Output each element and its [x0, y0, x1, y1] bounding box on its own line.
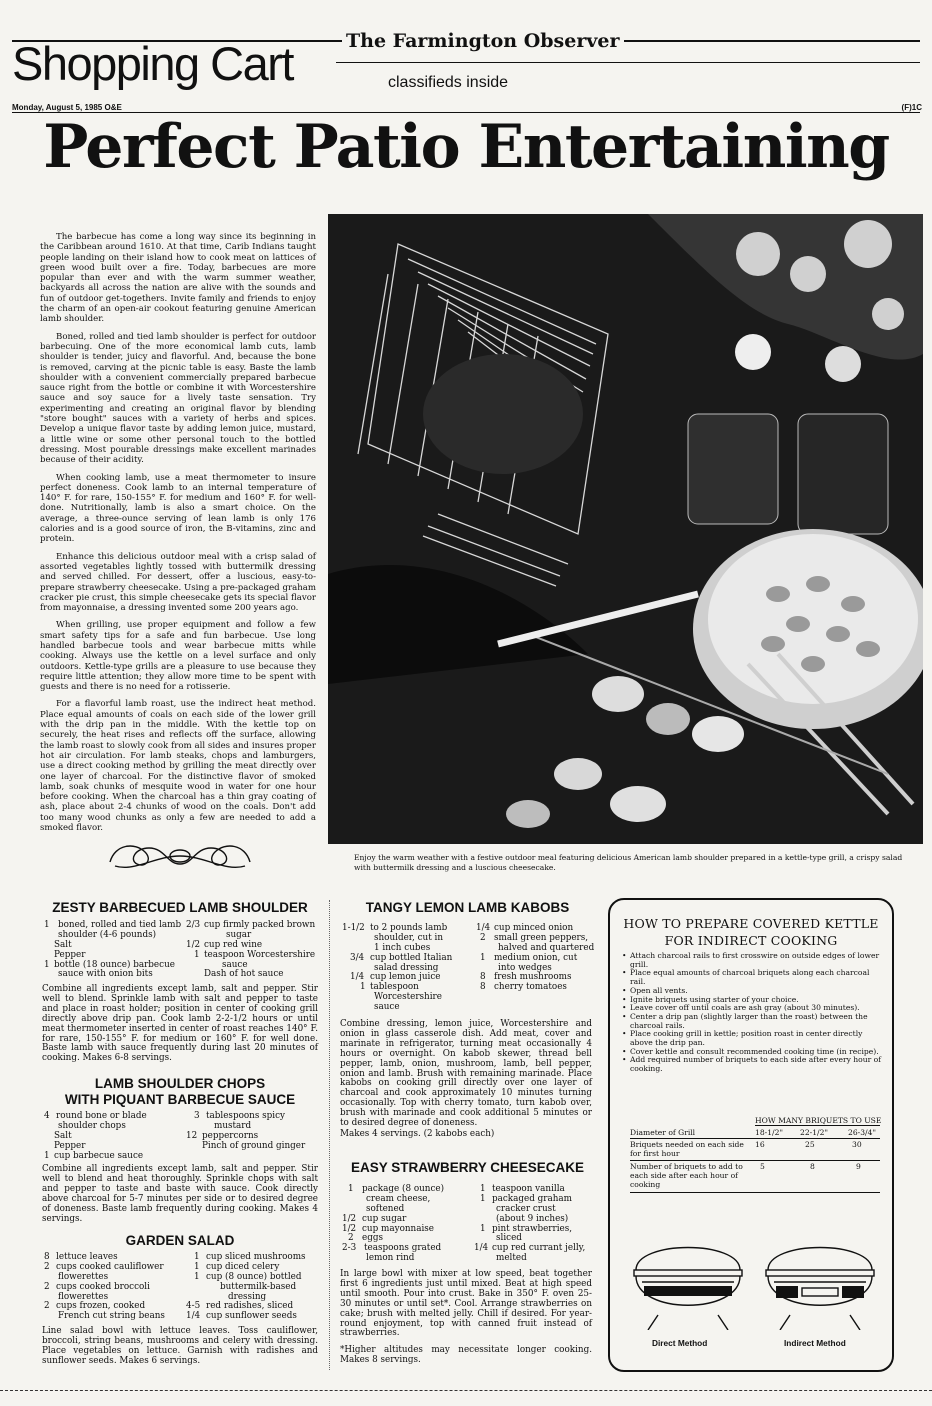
instruction-item: • Open all vents.	[622, 987, 884, 996]
ingredient-row: cracker crust	[496, 1203, 556, 1214]
ingredient-row: 1 tablespoon	[360, 982, 419, 993]
direct-method-label: Direct Method	[652, 1338, 708, 1348]
ingredient-row: 1-1/2 to 2 pounds lamb	[342, 923, 448, 933]
ingredient-row: 2 cups cooked broccoli	[44, 1281, 150, 1292]
photo-illustration	[328, 214, 923, 844]
article-paragraph: Boned, rolled and tied lamb shoulder is perfect for outdoor barbecuing. One of the more economical lamb cuts, lamb shoulder is tender, juicy and flavorful. And, because the bone is removed, carving at the picnic table is easy. Baste the lamb shoulder with a convenient commercially prepared barbecue sauce right from the bottle or combine it with Worcestershire sauce and soy sauce for a lively taste sensation. Try experimenting and creating an original flavor by blending "store bought" sauces with a variety of herbs and spices. Develop a unique flavor taste by adding lemon juice, mustard, a little wine or some other personal touch to the bottled dressing. Most pourable dressings make excellent marinades because of their acidity.	[40, 331, 316, 466]
ingredient-row: 1 cup diced celery	[194, 1261, 280, 1272]
ingredient-row: 12 peppercorns	[186, 1130, 259, 1141]
ingredient-row: buttermilk-based	[220, 1281, 297, 1292]
salad-ingredients-right	[186, 1253, 326, 1322]
ingredient-row: sauce with onion bits	[58, 969, 153, 980]
row-label: Diameter of Grill	[630, 1128, 696, 1137]
ingredient-row: 1/4 cup red currant jelly,	[474, 1243, 586, 1254]
recipe-title-cheesecake: EASY STRAWBERRY CHEESECAKE	[350, 1160, 585, 1175]
ingredient-row: Pepper	[54, 1140, 86, 1151]
table-cell: 30	[852, 1140, 862, 1149]
cheesecake-directions: In large bowl with mixer at low speed, beat together first 6 ingredients just until mixed. Beat at high speed until smooth. Pour into crust. Bake in 350° F. oven 25-30 minutes or until set*. Cool. Arrange strawberries on cake; brush with melted jelly. Chill if desired. For year-round enjoyment, top with canned fruit instead of strawberries.	[340, 1269, 592, 1339]
ingredient-row: salad dressing	[374, 962, 439, 973]
table-row	[630, 1128, 880, 1139]
instruction-item: • Ignite briquets using starter of your choice.	[622, 996, 884, 1005]
ingredient-row: 1/2 cup red wine	[186, 939, 263, 950]
ingredient-row: Pinch of ground ginger	[202, 1140, 306, 1151]
intro-article	[40, 232, 316, 840]
table-cell: 22-1/2"	[800, 1128, 828, 1137]
column-divider	[329, 900, 330, 1370]
ingredient-row: 3 tablespoons spicy	[194, 1111, 286, 1121]
box-title-line: FOR INDIRECT COOKING	[664, 933, 838, 948]
ingredient-row: 8 cherry tomatoes	[480, 982, 567, 993]
ingredient-row: sliced	[496, 1233, 522, 1244]
ingredient-row: Worcestershire	[374, 992, 442, 1003]
direct-method-diagram	[628, 1230, 748, 1330]
zesty-directions: Combine all ingredients except lamb, salt and pepper. Stir well to blend. Sprinkle lamb with salt and pepper to taste and place in roast holder; position in center of cooking grill directly above drip pan. Cook lamb 2-2-1/2 hours or until meat thermometer inserted in center of roast reaches 140° F. for rare, 150-155° F. for medium or 160° F. for well done. Baste lamb with sauce frequently during last 20 minutes of cooking. Makes 6-8 servings.	[42, 984, 318, 1064]
box-title-line: HOW TO PREPARE COVERED KETTLE	[623, 916, 879, 931]
table-cell: 18-1/2"	[755, 1128, 783, 1137]
lamb-roast	[423, 354, 583, 474]
ingredient-row: Salt	[54, 939, 72, 950]
instruction-list	[622, 952, 884, 1074]
ingredient-row: 4-5 red radishes, sliced	[186, 1301, 294, 1312]
ingredient-row: (about 9 inches)	[496, 1213, 569, 1224]
ingredient-row: 1 cup (8 ounce) bottled	[194, 1271, 302, 1282]
ingredient-row: lemon rind	[366, 1253, 415, 1264]
instruction-item: • Attach charcoal rails to first crosswire on outside edges of lower grill.	[622, 952, 884, 969]
ingredient-row: 2 cups frozen, cooked	[44, 1301, 146, 1312]
ingredient-row: 2-3 teaspoons grated	[342, 1243, 442, 1254]
ingredient-row: 1/4 cup minced onion	[476, 923, 574, 933]
article-paragraph: The barbecue has come a long way since its beginning in the Caribbean around 1610. At that time, Carib Indians taught people landing on their island how to cook meat on lattices of green wood built over a fire. Today, barbecues are more popular than ever and with the warm summer weather, backyards all across the nation are alive with the sounds and fun of outdoor get-togethers. Invite family and friends to enjoy the charm of an open-air cookout featuring genuine American lamb shoulder.	[40, 232, 316, 325]
ingredient-row: 1/2 cup sugar	[342, 1213, 407, 1224]
ingredient-row: shoulder (4-6 pounds)	[58, 929, 157, 940]
ingredient-row: 1 inch cubes	[374, 942, 431, 953]
ingredient-row: 1 teaspoon vanilla	[480, 1184, 565, 1194]
ingredient-row: Pepper	[54, 949, 86, 960]
instruction-item: • Place equal amounts of charcoal briquets along each charcoal rail.	[622, 969, 884, 986]
ingredient-row: into wedges	[498, 962, 552, 973]
ingredient-row: sugar	[226, 929, 252, 940]
cheesecake	[693, 529, 923, 729]
chops-ingredients-right	[186, 1112, 326, 1152]
table-cell: 26-3/4"	[848, 1128, 876, 1137]
table-cell: 9	[856, 1162, 861, 1171]
recipe-title-salad: GARDEN SALAD	[125, 1233, 235, 1248]
recipe-title-chops-1: LAMB SHOULDER CHOPS	[94, 1076, 266, 1091]
ingredient-row: 1 package (8 ounce)	[348, 1184, 445, 1194]
ingredient-row: French cut string beans	[58, 1311, 165, 1322]
article-paragraph: For a flavorful lamb roast, use the indirect heat method. Place equal amounts of coals on each side of the lower grill with the drip pan in the middle. With the kettle top on securely, the heat rises and reflects off the surface, allowing the lamb roast to slowly cook from all sides and insures proper hot air circulation. For lamb steaks, chops and lamburgers, use a direct cooking method by grilling the meat directly over one layer of charcoal. For the distinctive flavor of smoked lamb, soak chunks of mesquite wood in water for one hour before cooking. When the charcoal has a thin gray coating of ash, place about 2-4 chunks of wood on the coals. Don't add too many wood chunks as only a few are needed to add a smoked flavor.	[40, 699, 316, 834]
table-row	[630, 1140, 880, 1161]
article-paragraph: When grilling, use proper equipment and follow a few smart safety tips for a safe and fun barbecue. Use long handled barbecue tools and wear barbecue mitts while cooking. Always use the kettle on a level surface and only outdoors. Kettle-type grills are a pleasure to use because they require little attention; they allow more time to be spent with guests and there is no need for a rotisserie.	[40, 620, 316, 693]
ingredient-row: dressing	[228, 1291, 267, 1302]
box-title	[610, 915, 892, 949]
page-bottom-rule	[0, 1390, 932, 1392]
ingredient-row: 1 cup barbecue sauce	[44, 1150, 144, 1161]
masthead-bottom-rule	[336, 62, 920, 63]
kabobs-ingredients-left	[342, 924, 472, 1013]
ingredient-row: shoulder chops	[58, 1120, 126, 1131]
kabobs-ingredients-right	[476, 924, 596, 993]
instruction-item: • Center a drip pan (slightly larger than the roast) between the charcoal rails.	[622, 1013, 884, 1030]
table-cell: 25	[805, 1140, 815, 1149]
cheesecake-footnote: *Higher altitudes may necessitate longer cooking. Makes 8 servings.	[340, 1345, 592, 1365]
ingredient-row: 2 small green peppers,	[480, 932, 589, 943]
recipe-title-kabobs: TANGY LEMON LAMB KABOBS	[365, 900, 570, 915]
ingredient-row: shoulder, cut in	[374, 932, 444, 943]
instruction-item: • Add required number of briquets to each side after every hour of cooking.	[622, 1056, 884, 1073]
ingredient-row: 2 eggs	[348, 1233, 383, 1244]
photo-caption: Enjoy the warm weather with a festive outdoor meal featuring delicious American lamb shoulder prepared in a kettle-type grill, a crispy salad with buttermilk dressing and a luscious cheesecake.	[354, 853, 903, 872]
row-label: Briquets needed on each side for first hour	[630, 1140, 744, 1158]
ingredient-row: mustard	[214, 1120, 252, 1131]
ingredient-row: cream cheese,	[366, 1193, 431, 1204]
ingredient-row: softened	[366, 1203, 405, 1214]
kettle-instructions-box	[608, 898, 894, 1372]
ingredient-row: 1/4 cup sunflower seeds	[186, 1311, 297, 1322]
indirect-method-label: Indirect Method	[784, 1338, 846, 1348]
chops-directions: Combine all ingredients except lamb, salt and pepper. Stir well to blend and heat thoroughly. Sprinkle chops with salt and pepper to taste and baste with sauce. Cook directly above charcoal for 5-7 minutes per side or to desired degree of doneness. Baste lamb frequently during cooking. Makes 4 servings.	[42, 1164, 318, 1224]
food-photo	[328, 214, 923, 844]
recipe-title-chops-2: WITH PIQUANT BARBECUE SAUCE	[64, 1092, 296, 1107]
ingredient-row: flowerettes	[58, 1271, 109, 1282]
zesty-ingredients-left	[44, 921, 204, 980]
ingredient-row: sauce	[374, 1002, 400, 1013]
indirect-method-diagram	[760, 1230, 880, 1330]
table-cell: 8	[810, 1162, 815, 1171]
ingredient-row: 1 bottle (18 ounce) barbecue	[44, 959, 175, 970]
instruction-item: • Leave cover off until coals are ash gray (about 30 minutes).	[622, 1004, 884, 1013]
ingredient-row: 1 boned, rolled and tied lamb	[44, 920, 182, 930]
cheesecake-ingredients-right	[474, 1185, 598, 1264]
chops-ingredients-left	[44, 1112, 194, 1161]
instruction-item: • Cover kettle and consult recommended cooking time (in recipe).	[622, 1048, 884, 1057]
cheesecake-ingredients-left	[342, 1185, 472, 1264]
kabobs-yield: Makes 4 servings. (2 kabobs each)	[340, 1129, 495, 1139]
kabobs-directions: Combine dressing, lemon juice, Worcestershire and onion in glass casserole dish. Add meat, cover and marinate in refrigerator, turning meat occasionally 4 hours or overnight. On kabob skewer, thread bell pepper, lamb, onion, mushroom, lamb, bell pepper, onion and lamb. Brush with remaining marinade. Place kabobs on cooking grill directly over one layer of charcoal and cook approximately 10 minutes turning occasionally. Top with cherry tomato, turn kabob over, brush with marinade and cook additional 5 minutes or to desired degree of doneness.	[340, 1019, 592, 1129]
row-label: Number of briquets to add to each side after each hour of cooking	[630, 1162, 743, 1189]
ingredient-row: 8 fresh mushrooms	[480, 972, 572, 983]
ingredient-row: flowerettes	[58, 1291, 109, 1302]
ingredient-row: 1 teaspoon Worcestershire	[194, 949, 316, 960]
table-cell: 5	[760, 1162, 765, 1171]
zesty-ingredients-right	[186, 921, 326, 980]
ingredient-row: sauce	[222, 959, 248, 970]
classifieds-teaser: classifieds inside	[388, 74, 509, 91]
ingredient-row: 1 cup sliced mushrooms	[194, 1252, 306, 1262]
ingredient-row: 1 medium onion, cut	[480, 952, 578, 963]
recipe-title-zesty: ZESTY BARBECUED LAMB SHOULDER	[52, 900, 308, 915]
ingredient-row: 8 lettuce leaves	[44, 1252, 118, 1262]
table-cell: 16	[755, 1140, 765, 1149]
ingredient-row: melted	[496, 1253, 527, 1264]
ingredient-row: Salt	[54, 1130, 72, 1141]
salad-directions: Line salad bowl with lettuce leaves. Toss cauliflower, broccoli, string beans, mushrooms and celery with dressing. Place vegetables on lettuce. Garnish with radishes and sunflower seeds. Makes 6 servings.	[42, 1326, 318, 1366]
ingredient-row: 2/3 cup firmly packed brown	[186, 920, 316, 930]
table-row	[630, 1162, 880, 1193]
article-paragraph: Enhance this delicious outdoor meal with a crisp salad of assorted vegetables lightly tossed with buttermilk dressing and served chilled. For dessert, offer a luscious, easy-to-prepare strawberry cheesecake. Using a pre-packaged graham cracker pie crust, this simple cheesecake gets its special flavor from mayonnaise, a dressing invented some 200 years ago.	[40, 551, 316, 614]
ingredient-row: 4 round bone or blade	[44, 1111, 147, 1121]
article-paragraph: When cooking lamb, use a meat thermometer to insure perfect doneness. Cook lamb to an internal temperature of 140° F. for rare, 150-155° F. for medium and 160° F. for well-done. Nutritionally, lamb is also a smart choice. On the average, a three-ounce serving of lean lamb is only 176 calories and is a good source of iron, the B-vitamins, zinc and protein.	[40, 472, 316, 545]
ingredient-row: 2 cups cooked cauliflower	[44, 1261, 164, 1272]
paper-name: The Farmington Observer	[342, 30, 624, 52]
ingredient-row: 1/4 cup lemon juice	[350, 972, 441, 983]
ingredient-row: Dash of hot sauce	[204, 969, 284, 980]
decorative-flourish	[105, 836, 255, 876]
page-code: (F)1C	[901, 103, 922, 112]
headline: Perfect Patio Entertaining	[43, 112, 889, 182]
instruction-item: • Place cooking grill in kettle; position roast in center directly above the drip pan.	[622, 1030, 884, 1047]
ingredient-row: 1 packaged graham	[480, 1193, 572, 1204]
table-header: HOW MANY BRIQUETS TO USE	[755, 1116, 882, 1125]
salad-ingredients-left	[44, 1253, 194, 1322]
dateline: Monday, August 5, 1985 O&E	[12, 103, 122, 112]
ingredient-row: 1/2 cup mayonnaise	[342, 1223, 434, 1234]
section-title: Shopping Cart	[12, 37, 293, 90]
ingredient-row: 3/4 cup bottled Italian	[350, 952, 453, 963]
ingredient-row: halved and quartered	[498, 942, 595, 953]
ingredient-row: 1 pint strawberries,	[480, 1223, 573, 1234]
